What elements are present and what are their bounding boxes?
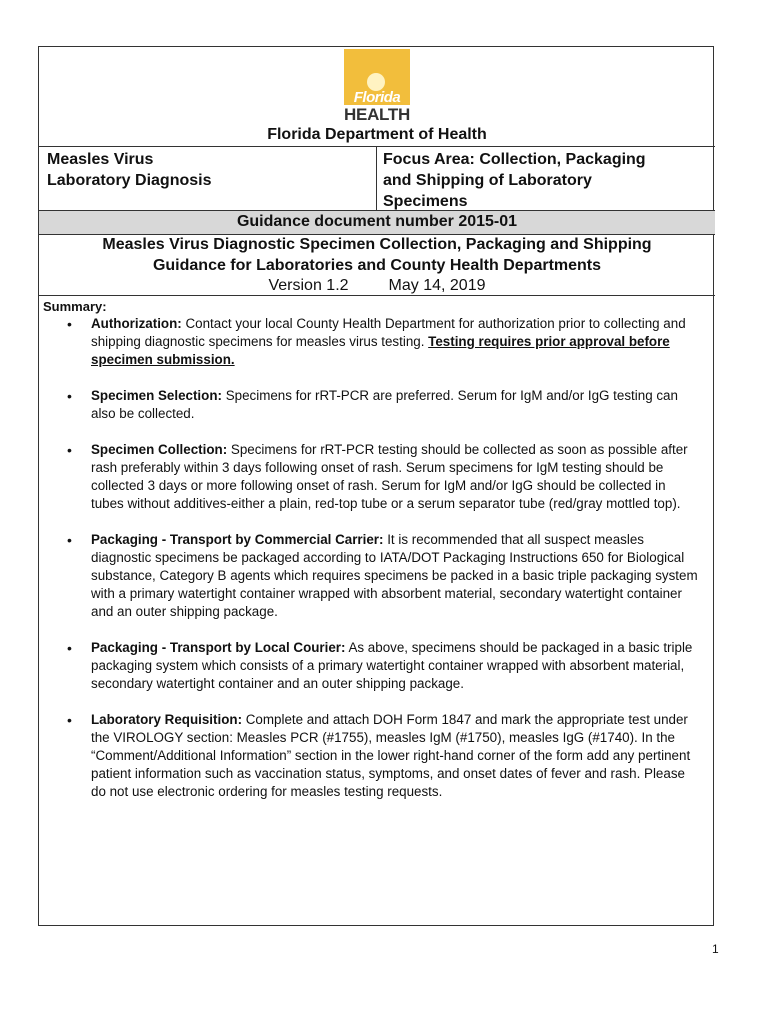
florida-health-logo [344, 49, 410, 125]
item-label: Laboratory Requisition: [91, 712, 243, 727]
page-number: 1 [712, 942, 719, 956]
item-text: It is recommended that all suspect measles diagnostic specimens be packaged according to IATA/DOT Packaging Instructions 650 for Biological substance, Category B agents which requires specimens be packed in a basic triple packaging system with a primary watertight container wrapped with absorbent material, secondary watertight container and an outer shipping package. [91, 532, 698, 619]
logo-sun-square [344, 49, 410, 105]
version-number: Version 1.2 [268, 277, 349, 294]
list-item [39, 441, 715, 513]
focus-line-3: Specimens [383, 193, 468, 210]
item-emphasis: Testing requires prior approval before specimen submission. [91, 334, 670, 367]
logo-health-text: HEALTH [344, 105, 410, 124]
logo-area [39, 47, 715, 127]
title-block [39, 234, 715, 296]
list-item [39, 711, 715, 801]
summary-list [39, 315, 715, 819]
document-frame [38, 46, 714, 926]
item-label: Packaging - Transport by Local Courier: [91, 640, 346, 655]
item-text: Contact your local County Health Department for authorization prior to collecting and shipping diagnostic specimens for measles virus testing. [91, 316, 686, 349]
item-text: Specimens for rRT-PCR testing should be collected as soon as possible after rash preferably within 3 days following onset of rash. Serum specimens for IgM testing should be collected 3 days or more following onset of rash. Serum for IgM and/or IgG should be collected in tubes without additives-either a plain, red-top tube or a serum separator tube (red/gray mottled top). [91, 442, 688, 511]
topic-line-2: Laboratory Diagnosis [47, 172, 212, 189]
list-item [39, 639, 715, 693]
version-date: May 14, 2019 [388, 277, 486, 294]
item-label: Authorization: [91, 316, 182, 331]
logo-florida-text: Florida [353, 89, 401, 105]
focus-line-1: Focus Area: Collection, Packaging [383, 151, 646, 168]
item-label: Specimen Selection: [91, 388, 222, 403]
version-line [39, 276, 715, 296]
focus-area-cell [376, 147, 716, 211]
title-line-1: Measles Virus Diagnostic Specimen Collection, Packaging and Shipping [102, 236, 652, 253]
list-item [39, 531, 715, 621]
item-label: Packaging - Transport by Commercial Carrier: [91, 532, 384, 547]
topic-line-1: Measles Virus [47, 151, 154, 168]
item-text: Complete and attach DOH Form 1847 and mark the appropriate test under the VIROLOGY section: Measles PCR (#1755), measles IgM (#1750), measles IgG (#1740). In the “Comment/Additional Information” section in the lower right-hand corner of the form add any pertinent patient information such as vaccination status, symptoms, and onset dates of fever and rash. Please do not use electronic ordering for measles testing requests. [91, 712, 691, 799]
guidance-number-bar: Guidance document number 2015-01 [39, 210, 715, 235]
topic-cell [47, 149, 367, 191]
title-line-2: Guidance for Laboratories and County Health Departments [152, 257, 602, 274]
item-text: As above, specimens should be packaged in a basic triple packaging system which consists of a primary watertight container wrapped with absorbent material, secondary watertight container and an outer shipping package. [91, 640, 693, 691]
summary-label: Summary: [43, 299, 107, 314]
list-item [39, 315, 715, 369]
header-row [39, 146, 715, 211]
focus-line-2: and Shipping of Laboratory [383, 172, 592, 189]
item-label: Specimen Collection: [91, 442, 228, 457]
list-item [39, 387, 715, 423]
item-text: Specimens for rRT-PCR are preferred. Serum for IgM and/or IgG testing can also be collected. [91, 388, 678, 421]
department-title: Florida Department of Health [267, 126, 487, 143]
